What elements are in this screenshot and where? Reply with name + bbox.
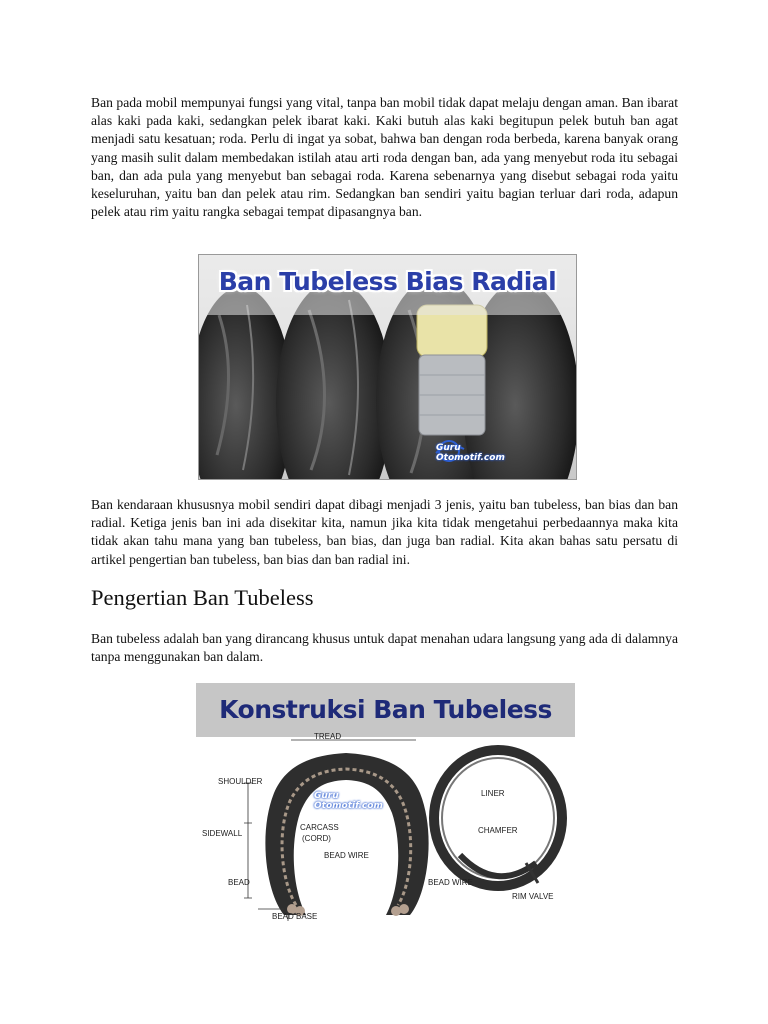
- tubeless-definition-paragraph: Ban tubeless adalah ban yang dirancang khusus untuk dapat menahan udara langsung yang ada di dalamnya tanpa menggunakan ban dalam.: [91, 631, 678, 665]
- label-tread: TREAD: [314, 732, 342, 741]
- label-carcass-cord: (CORD): [302, 834, 331, 843]
- tire-cross-section-diagram: [196, 683, 575, 929]
- watermark-text-bottom: Otomotif.com: [436, 453, 505, 463]
- watermark-text-top-2: Guru: [314, 791, 339, 801]
- label-chamfer: CHAMFER: [478, 826, 518, 835]
- watermark-text-bottom-2: Otomotif.com: [314, 801, 383, 811]
- label-bead-base: BEAD BASE: [272, 912, 318, 921]
- label-bead-wire-rim: BEAD WIRE: [428, 878, 473, 887]
- label-bead: BEAD: [228, 878, 250, 887]
- figure2-title: Konstruksi Ban Tubeless: [219, 695, 552, 724]
- tire-cross-section: [265, 753, 428, 916]
- label-liner: LINER: [481, 789, 505, 798]
- tire-types-image: [198, 254, 577, 480]
- figure1-title: Ban Tubeless Bias Radial: [218, 267, 557, 296]
- label-shoulder: SHOULDER: [218, 777, 263, 786]
- watermark-text-top: Guru: [436, 443, 461, 453]
- label-carcass: CARCASS: [300, 823, 339, 832]
- section-heading: Pengertian Ban Tubeless: [91, 585, 314, 610]
- tubeless-construction-image: [196, 683, 575, 929]
- label-rim-valve: RIM VALVE: [512, 892, 554, 901]
- intro-paragraph: Ban pada mobil mempunyai fungsi yang vital, tanpa ban mobil tidak dapat melaju dengan aman. Ban ibarat alas kaki pada kaki, sedangkan pelek ibarat kaki. Kaki butuh alas kaki begitupun pelek butuh ban agat menjadi satu kesatuan; roda. Perlu di ingat ya sobat, bahwa ban dengan roda berbeda, karena banyak orang yang masih sulit dalam membedakan istilah atau arti roda dengan ban, ada yang menyebut roda itu sebagai ban, dan ada pula yang menyebut ban sebagai roda. Karena sebenarnya yang disebut sebagai roda yaitu keseluruhan, yaitu ban dan pelek atau rim. Sedangkan ban sendiri yaitu bagian terluar dari roda, adapun pelek atau rim yaitu rangka sebagai tempat dipasangnya ban.: [91, 95, 678, 220]
- label-bead-wire: BEAD WIRE: [324, 851, 369, 860]
- label-sidewall: SIDEWALL: [202, 829, 243, 838]
- rim-ring: [434, 750, 562, 886]
- tire-types-paragraph: Ban kendaraan khususnya mobil sendiri dapat dibagi menjadi 3 jenis, yaitu ban tubeless, ban bias dan ban radial. Ketiga jenis ban ini ada disekitar kita, namun jika kita tidak mengetahui perbedaannya maka kita tidak akan tahu mana yang ban tubeless, ban bias, dan juga ban radial. Kita akan bahas satu persatu di artikel pengertian ban tubeless, ban bias dan ban radial ini.: [91, 497, 678, 567]
